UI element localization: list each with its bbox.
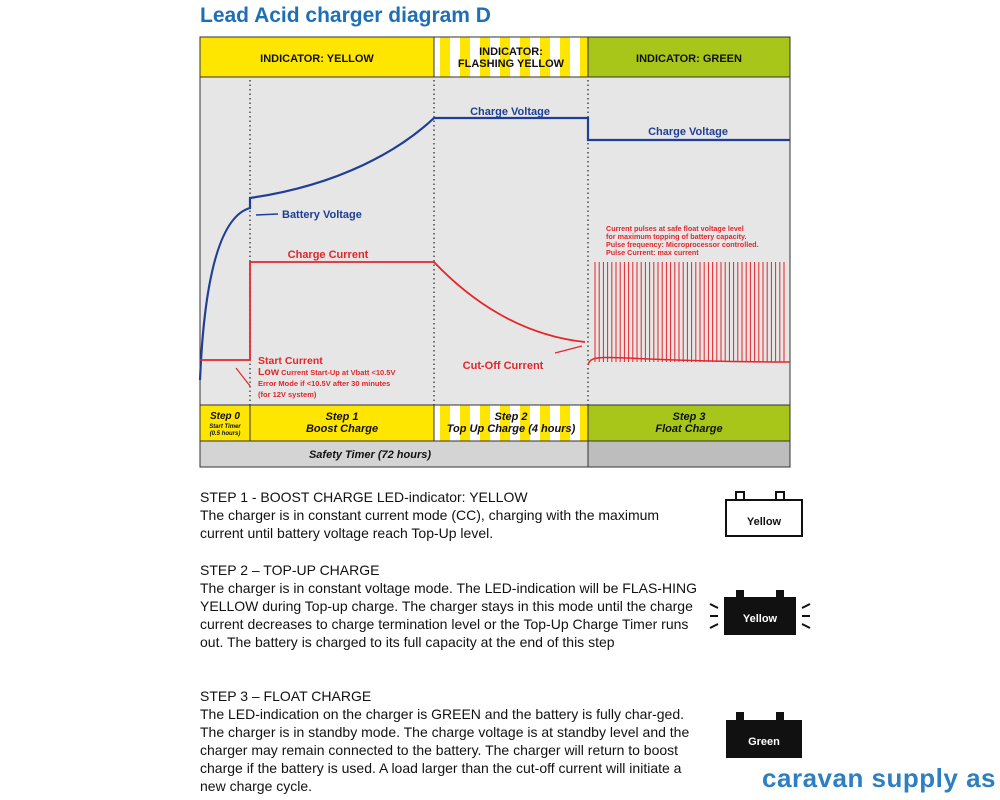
- step0-title: Step 0: [209, 411, 241, 422]
- pulse-note-4: Pulse Current: max current: [606, 248, 699, 257]
- pulse-note-1: Current pulses at safe float voltage level: [606, 224, 744, 233]
- step2-subtitle: Top Up Charge (4 hours): [446, 423, 576, 435]
- start-current-label: Start Current: [258, 355, 323, 367]
- battery-flashing-label: Yellow: [742, 613, 778, 625]
- battery-yellow-icon: [722, 490, 808, 540]
- step1-heading: STEP 1 - BOOST CHARGE LED-indicator: YELLOW: [200, 489, 528, 505]
- safety-timer-label: Safety Timer (72 hours): [308, 449, 432, 461]
- indicator-green-label: INDICATOR: GREEN: [636, 53, 742, 65]
- battery-green-icon: [722, 710, 808, 760]
- step3-title: Step 3: [672, 411, 706, 423]
- indicator-yellow-label: INDICATOR: YELLOW: [260, 53, 374, 65]
- brand-logo: caravan supply as: [762, 763, 996, 793]
- charge-voltage-label-2: Charge Voltage: [648, 126, 728, 138]
- step2-heading: STEP 2 – TOP-UP CHARGE: [200, 562, 380, 578]
- step3-description: [200, 687, 700, 795]
- step1-description: [200, 488, 700, 542]
- step3-heading: STEP 3 – FLOAT CHARGE: [200, 688, 372, 704]
- indicator-flashing-label-1: INDICATOR:: [479, 46, 543, 58]
- battery-yellow-label: Yellow: [746, 516, 782, 528]
- step0-subtitle: Start Timer: [209, 424, 241, 430]
- step2-description: [200, 561, 700, 651]
- pulse-note-2: for maximum topping of battery capacity.: [606, 232, 747, 241]
- step0-duration: (0.5 hours): [209, 431, 241, 437]
- step1-body: The charger is in constant current mode (CC), charging with the maximum current until battery voltage reach Top-Up level.: [200, 507, 660, 541]
- step1-title: Step 1: [325, 411, 359, 423]
- cutoff-current-label: Cut-Off Current: [462, 360, 544, 372]
- step2-body: The charger is in constant voltage mode. The LED-indication will be FLAS-HING YELLOW during Top-up charge. The charger stays in this mode until the charge current decreases to charge termination level or the Top-Up Charge Timer runs out. The battery is charged to its full capacity at the end of this step: [200, 580, 697, 650]
- indicator-flashing-label-2: FLASHING YELLOW: [457, 58, 565, 70]
- step3-subtitle: Float Charge: [655, 423, 723, 435]
- error-mode-note: Error Mode if <10.5V after 30 minutes: [258, 379, 391, 388]
- battery-voltage-label: Battery Voltage: [282, 209, 362, 221]
- battery-green-label: Green: [748, 736, 780, 748]
- step3-body: The LED-indication on the charger is GREEN and the battery is fully char-ged. The charger is in standby mode. The charge voltage is at standby level and the charger may remain connected to the battery. The charger will return to boost charge if the battery is used. A load larger than the cut-off current will initiate a new charge cycle.: [200, 706, 690, 794]
- system-note: (for 12V system): [258, 390, 317, 399]
- safety-timer-end: [588, 441, 790, 467]
- battery-voltage-leader: [256, 214, 278, 215]
- low-current-note: Low Current Start-Up at Vbatt <10.5V: [258, 366, 396, 378]
- battery-flashing-icon: [708, 586, 812, 638]
- charge-voltage-label-1: Charge Voltage: [470, 106, 550, 118]
- step2-title: Step 2: [494, 411, 528, 423]
- page-title: Lead Acid charger diagram D: [200, 4, 491, 27]
- charge-current-label: Charge Current: [287, 249, 369, 261]
- step1-subtitle: Boost Charge: [305, 423, 379, 435]
- pulse-note-3: Pulse frequency: Microprocessor controlled.: [606, 240, 759, 249]
